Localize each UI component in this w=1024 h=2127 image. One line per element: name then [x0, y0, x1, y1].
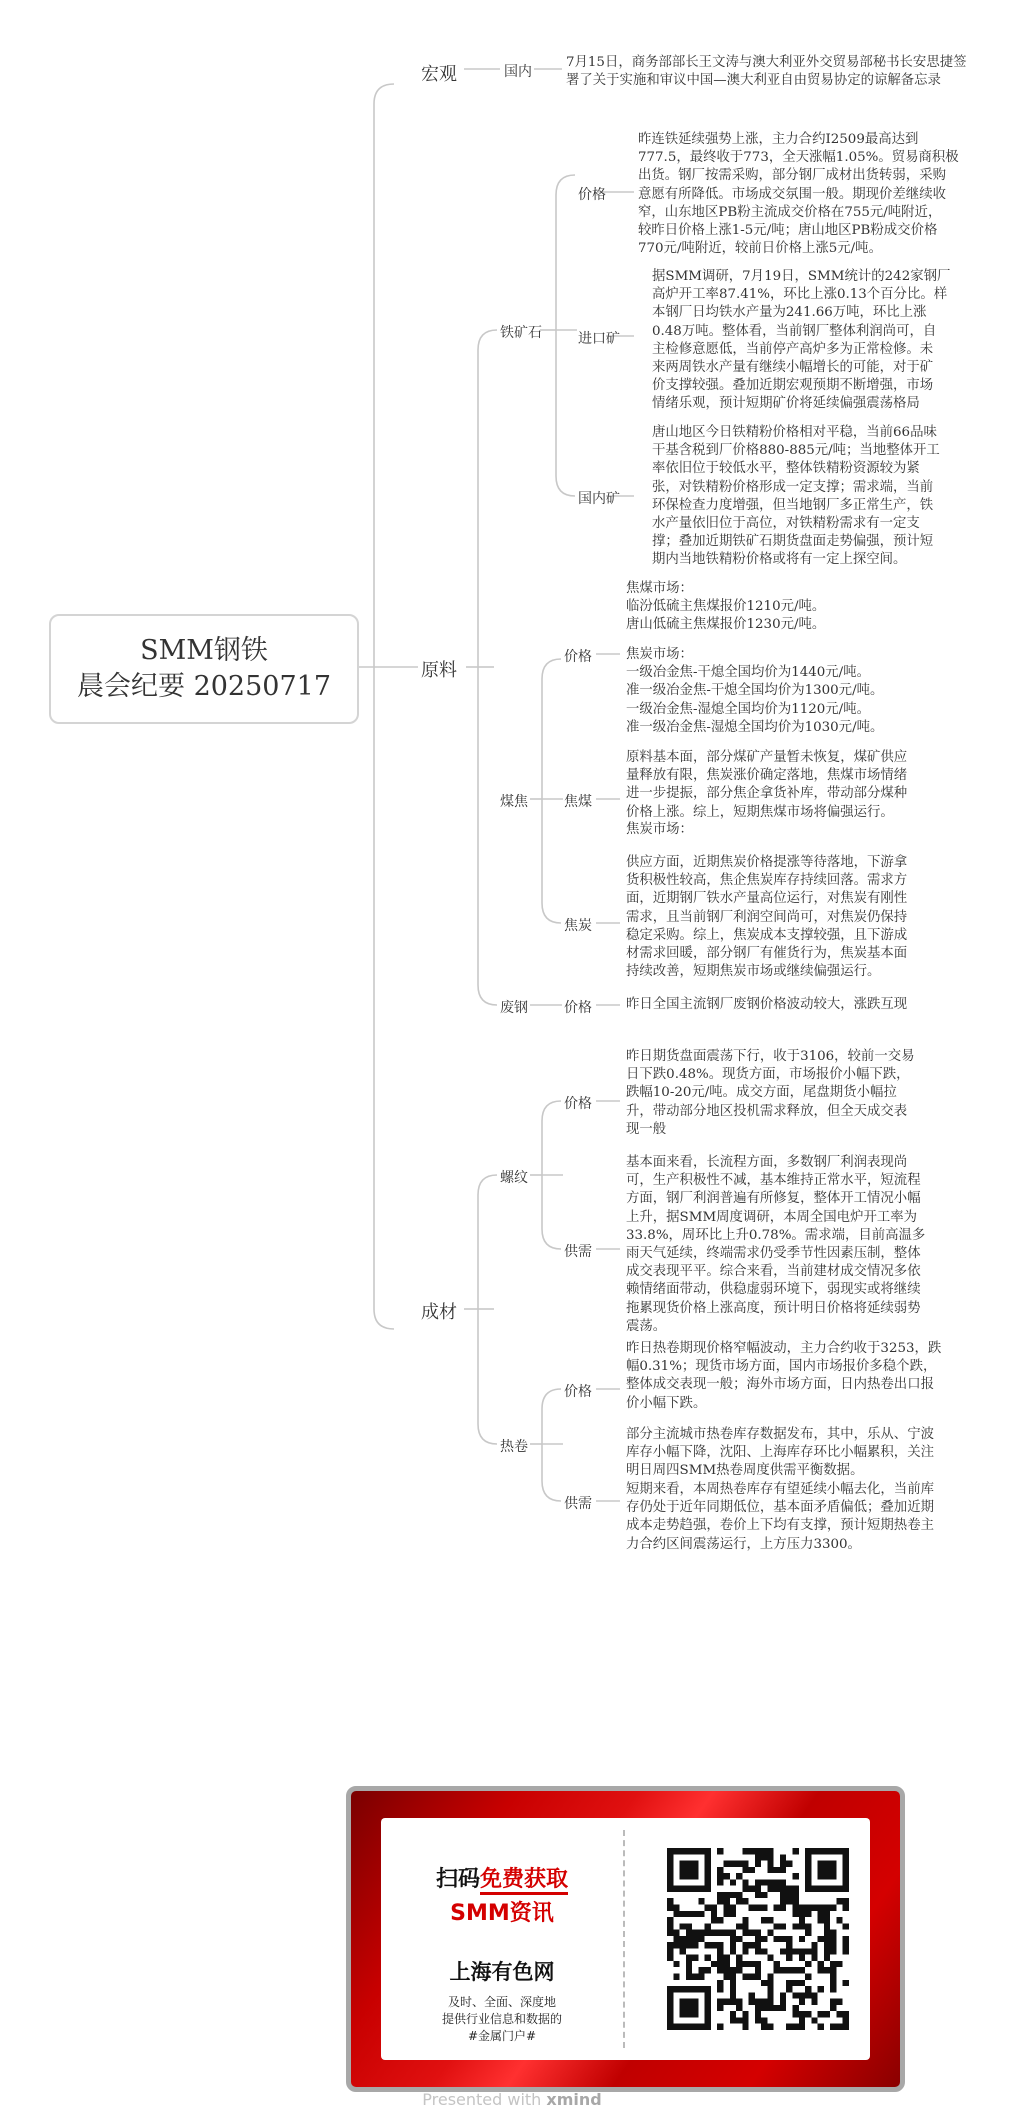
promo-headline-highlight: 免费获取 [480, 1867, 568, 1895]
topic-coal-price[interactable]: 价格 [564, 649, 592, 665]
rebar-supply-demand-text: 基本面来看，长流程方面，多数钢厂利润表现尚 可，生产积极性不减，基本维持正常水平，短流程 方面，钢厂利润普遍有所修复，整体开工情况小幅 上升，据SMM周度调研，本周全国电炉开工率为 33.8%，周环比上升0.78%。需求端，目前高温多 雨天气延续，终端需求仍受季节性因素压制，整体 成交表现平平。综合来看，当前建材成交情况多依 赖情绪面带动，供稳虚弱环境下，弱现实或将继续 拖累现货价格上涨高度，预计明日价格将延续弱势 震荡。 [626, 1155, 926, 1334]
topic-finished-steel[interactable]: 成材 [421, 1302, 457, 1323]
coking-coal-text: 原料基本面，部分煤矿产量暂未恢复，煤矿供应 量释放有限，焦炭涨价确定落地，焦煤市场情绪 进一步提振，部分焦企拿货补库，带动部分煤种 价格上涨。综上，短期焦煤市场将偏强运行。 [626, 750, 908, 820]
topic-coal-coke[interactable]: 煤焦 [500, 794, 528, 810]
smm-promo-banner[interactable] [346, 1786, 905, 2092]
coke-heading-text: 焦炭市场： [626, 822, 693, 837]
topic-iron-ore-price[interactable]: 价格 [578, 187, 606, 203]
hrc-price-text: 昨日热卷期现价格窄幅波动，主力合约收于3253，跌 幅0.31%；现货市场方面，国内市场报价多稳个跌， 整体成交表现一般；海外市场方面，日内热卷出口报 价小幅下跌。 [626, 1341, 942, 1411]
coking-coal-price-text: 焦煤市场： 临汾低硫主焦煤报价1210元/吨。 唐山低硫主焦煤报价1230元/吨。 [626, 581, 826, 633]
topic-iron-ore[interactable]: 铁矿石 [500, 325, 542, 341]
topic-hrc-supply-demand[interactable]: 供需 [564, 1496, 592, 1512]
scrap-price-text: 昨日全国主流钢厂废钢价格波动较大，涨跌互现 [626, 997, 908, 1012]
topic-coking-coal[interactable]: 焦煤 [564, 794, 592, 810]
coke-price-text: 焦炭市场： 一级冶金焦-干熄全国均价为1440元/吨。 准一级冶金焦-干熄全国均价为1300元/吨。 一级冶金焦-湿熄全国均价为1120元/吨。 准一级冶金焦-湿熄全国均价为1030元/吨。 [626, 647, 884, 735]
promo-card [381, 1818, 870, 2060]
promo-headline-prefix: 扫码 [435, 1867, 480, 1892]
coke-text: 供应方面，近期焦炭价格提涨等待落地，下游拿 货积极性较高，焦企焦炭库存持续回落。需求方 面，近期钢厂铁水产量高位运行，对焦炭有刚性 需求，且当前钢厂利润空间尚可，对焦炭仍保持 稳定采购。综上，焦炭成本支撑较强，且下游成 材需求回暖，部分钢厂有催货行为，焦炭基本面 持续改善，短期焦炭市场或继续偏强运行。 [626, 855, 908, 980]
promo-slogan: 及时、全面、深度地 提供行业信息和数据的 #金属门户# [441, 1995, 562, 2043]
iron-ore-domestic-text: 唐山地区今日铁精粉价格相对平稳，当前66品味 干基含税到厂价格880-885元/吨；当地整体开工 率依旧位于较低水平，整体铁精粉资源较为紧 张，对铁精粉价格形成一定支撑；需求端，当前 环保检查力度增强，但当地钢厂多正常生产，铁 水产量依旧位于高位，对铁精粉需求有一定支 撑；叠加近期铁矿石期货盘面走势偏强，预计短 期内当地铁精粉价格或将有一定上探空间。 [652, 425, 940, 568]
macro-domestic-text: 7月15日，商务部部长王文涛与澳大利亚外交贸易部秘书长安思捷签 署了关于实施和审议中国—澳大利亚自由贸易协定的谅解备忘录 [566, 55, 967, 89]
promo-headline [381, 1862, 623, 1893]
topic-raw-materials[interactable]: 原料 [421, 660, 457, 681]
root-subtitle: 晨会纪要 20250717 [76, 671, 331, 702]
root-title: SMM钢铁 [140, 635, 268, 666]
qr-code-icon[interactable] [667, 1848, 849, 2030]
promo-brand: 上海有色网 [449, 1960, 555, 1984]
topic-coke[interactable]: 焦炭 [564, 918, 592, 934]
rebar-price-text: 昨日期货盘面震荡下行，收于3106，较前一交易 日下跌0.48%。现货方面，市场报价小幅下跌， 跌幅10-20元/吨。成交方面，尾盘期货小幅拉 升，带动部分地区投机需求释放，但全天成交表 现一般 [626, 1049, 915, 1137]
topic-macro-domestic[interactable]: 国内 [504, 64, 532, 80]
promo-divider [623, 1830, 625, 2048]
topic-rebar[interactable]: 螺纹 [500, 1170, 528, 1186]
topic-hrc[interactable]: 热卷 [500, 1439, 528, 1455]
topic-iron-ore-import[interactable]: 进口矿 [578, 331, 620, 347]
footer-prefix: Presented with [422, 2090, 547, 2109]
topic-scrap-price[interactable]: 价格 [564, 1000, 592, 1016]
iron-ore-price-text: 昨连铁延续强势上涨，主力合约I2509最高达到 777.5，最终收于773，全天涨幅1.05%。贸易商积极 出货。钢厂按需采购，部分钢厂成材出货转弱，采购 意愿有所降低。市场成交氛围一般。期现价差继续收 窄，山东地区PB粉主流成交价格在755元/吨附近， 较昨日价格上涨1-5元/吨；唐山地区PB粉成交价格 770元/吨附近，较前日价格上涨5元/吨。 [638, 132, 959, 257]
topic-scrap[interactable]: 废钢 [500, 1000, 528, 1016]
topic-rebar-price[interactable]: 价格 [564, 1096, 592, 1112]
topic-hrc-price[interactable]: 价格 [564, 1384, 592, 1400]
iron-ore-import-text: 据SMM调研，7月19日，SMM统计的242家钢厂 高炉开工率87.41%，环比上涨0.13个百分比。样 本钢厂日均铁水产量为241.66万吨，环比上涨 0.48万吨。整体看，当前钢厂整体利润尚可，自 主检修意愿低，当前停产高炉多为正常检修。未 来两周铁水产量有继续小幅增长的可能，对于矿 价支撑较强。叠加近期宏观预期不断增强，市场 情绪乐观，预计短期矿价将延续偏强震荡格局 [652, 269, 951, 412]
topic-iron-ore-domestic[interactable]: 国内矿 [578, 491, 620, 507]
xmind-footer [0, 2090, 1024, 2109]
hrc-outlook-text: 短期来看，本周热卷库存有望延续小幅去化，当前库 存仍处于近年同期低位，基本面矛盾偏低；叠加近期 成本走势趋强，卷价上下均有支撑，预计短期热卷主 力合约区间震荡运行，上方压力3300。 [626, 1482, 934, 1552]
promo-smm-news: SMM资讯 [450, 1901, 554, 1926]
hrc-inventory-text: 部分主流城市热卷库存数据发布，其中，乐从、宁波 库存小幅下降，沈阳、上海库存环比小幅累积，关注 明日周四SMM热卷周度供需平衡数据。 [626, 1427, 934, 1479]
topic-macro[interactable]: 宏观 [421, 64, 457, 85]
root-topic[interactable] [49, 614, 359, 724]
xmind-logo: xmind [546, 2090, 602, 2109]
topic-rebar-supply-demand[interactable]: 供需 [564, 1244, 592, 1260]
